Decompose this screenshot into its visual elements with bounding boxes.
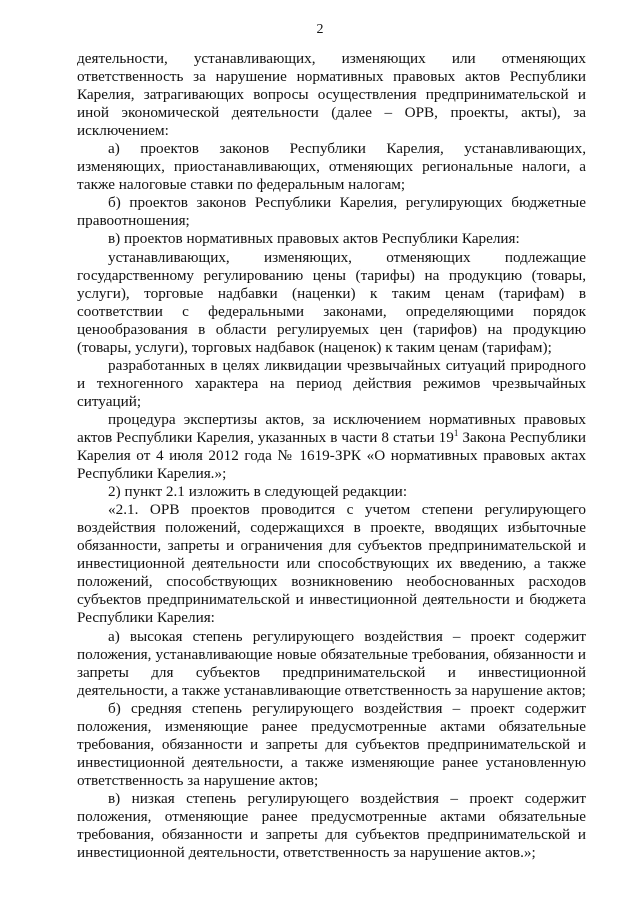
- paragraph-item-v: в) проектов нормативных правовых актов Республики Карелия:: [108, 230, 520, 248]
- expertise-text-after: Закона Республики Карелия от 4 июля 2012 года № 1619-ЗРК «О нормативных правовых актах Республики Карелия.»;: [77, 428, 586, 483]
- paragraph-item-b: б) проектов законов Республики Карелия, регулирующих бюджетные правоотношения;: [77, 194, 586, 230]
- expertise-text-before: процедура экспертизы актов, за исключением нормативных правовых актов Республики Карелия, указанных в части 8 статьи 19: [77, 410, 586, 446]
- paragraph-high-degree: а) высокая степень регулирующего воздействия – проект содержит положения, устанавливающие новые обязательные требования, обязанности и запреты для субъектов предпринимательской и инвестиционной деятельности, а также устанавливающие ответственность за нарушение актов;: [77, 627, 586, 699]
- paragraph-low-degree: в) низкая степень регулирующего воздействия – проект содержит положения, отменяющие ранее предусмотренные актами обязательные требования, обязанности и запреты для субъектов предпринимательской и инвестиционной деятельности, ответственность за нарушение актов.»;: [77, 789, 586, 862]
- article-superscript: 1: [453, 427, 459, 438]
- paragraph-emergencies: разработанных в целях ликвидации чрезвычайных ситуаций природного и техногенного характера на период действия режимов чрезвычайных ситуаций;: [77, 356, 586, 410]
- paragraph-medium-degree: б) средняя степень регулирующего воздействия – проект содержит положения, изменяющие ранее предусмотренные актами обязательные требования, обязанности и запреты для субъектов предпринимательской и инвестиционной деятельности, а также изменяющие ранее установленную ответственность за нарушение актов;: [77, 699, 586, 789]
- paragraph-continuation: деятельности, устанавливающих, изменяющих или отменяющих ответственность за нарушение нормативных правовых актов Республики Карелия, затрагивающих вопросы осуществления предпринимательской и иной экономической деятельности (далее – ОРВ, проекты, акты), за исключением:: [77, 50, 586, 140]
- document-body: [77, 50, 586, 862]
- page-number: 2: [316, 22, 324, 37]
- paragraph-clause-2-1: «2.1. ОРВ проектов проводится с учетом степени регулирующего воздействия положений, содержащихся в проекте, вводящих избыточные обязанности, запреты и ограничения для субъектов предпринимательской и инвестиционной деятельности или способствующих их введению, а также положений, способствующих возникновению необоснованных расходов субъектов предпринимательской и инвестиционной деятельности и бюджета Республики Карелия:: [77, 501, 586, 627]
- paragraph-expertise-procedure: [77, 411, 586, 483]
- paragraph-item-a: а) проектов законов Республики Карелия, устанавливающих, изменяющих, приостанавливающих, отменяющих региональные налоги, а также налоговые ставки по федеральным налогам;: [77, 140, 586, 194]
- paragraph-point-2: 2) пункт 2.1 изложить в следующей редакции:: [108, 483, 408, 501]
- paragraph-prices-tariffs: устанавливающих, изменяющих, отменяющих подлежащие государственному регулированию цены (тарифы) на продукцию (товары, услуги), торговые надбавки (наценки) к таким ценам (тарифам) в соответствии с федеральными законами, определяющими порядок ценообразования в области регулируемых цен (тарифов) на продукцию (товары, услуги), торговых надбавок (наценок) к таким ценам (тарифам);: [77, 248, 586, 356]
